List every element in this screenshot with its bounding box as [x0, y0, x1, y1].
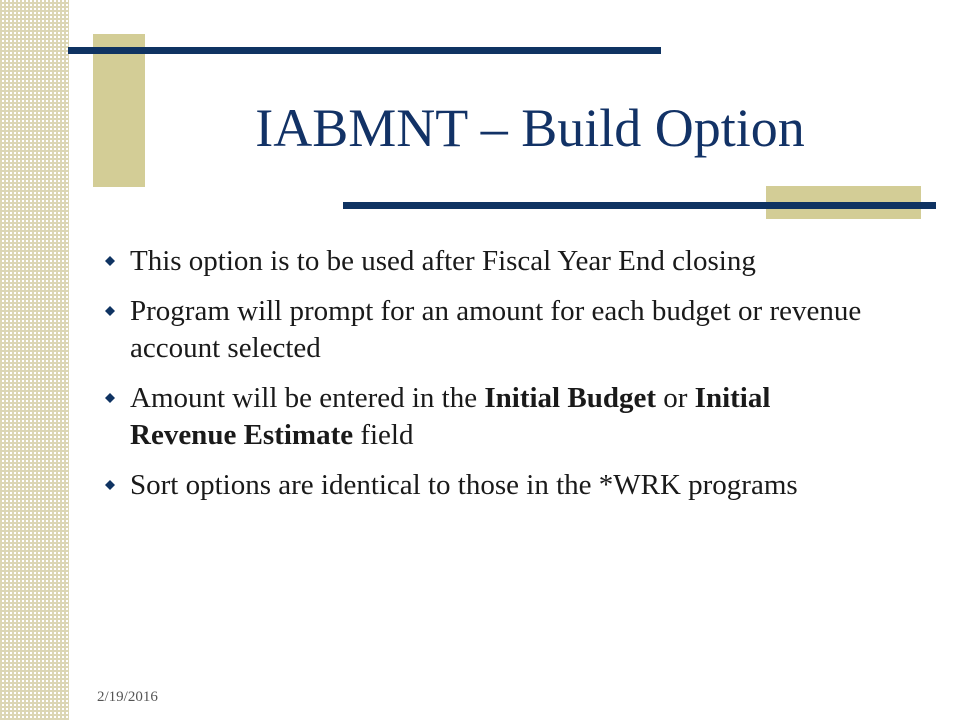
diamond-bullet-icon — [105, 256, 115, 266]
decorative-crosshatch-band — [0, 0, 69, 720]
bullet-item — [103, 467, 883, 504]
bullet-text: or — [655, 382, 695, 414]
footer-date: 2/19/2016 — [97, 689, 158, 705]
decorative-navy-rule-top — [68, 47, 661, 54]
diamond-bullet-icon — [105, 480, 115, 490]
bullet-item — [103, 243, 883, 280]
bullet-item — [103, 380, 883, 454]
bullet-emphasis-initial-budget: Initial Budget — [484, 382, 656, 414]
bullet-emphasis-initial-revenue-estimate: Initial Revenue Estimate — [130, 382, 771, 451]
decorative-tan-bar-vertical — [93, 34, 145, 187]
bullet-item — [103, 293, 883, 367]
diamond-bullet-icon — [105, 306, 115, 316]
bullet-text: Sort options are identical to those in the *WRK programs — [130, 469, 798, 501]
bullet-text: field — [353, 419, 414, 451]
diamond-bullet-icon — [105, 393, 115, 403]
slide-title: IABMNT – Build Option — [255, 98, 805, 158]
bullet-list — [103, 243, 883, 517]
bullet-text: Amount will be entered in the — [130, 382, 485, 414]
bullet-text: Program will prompt for an amount for each budget or revenue account selected — [130, 295, 862, 364]
bullet-text: This option is to be used after Fiscal Year End closing — [130, 245, 756, 277]
decorative-navy-rule-bottom — [343, 202, 936, 209]
